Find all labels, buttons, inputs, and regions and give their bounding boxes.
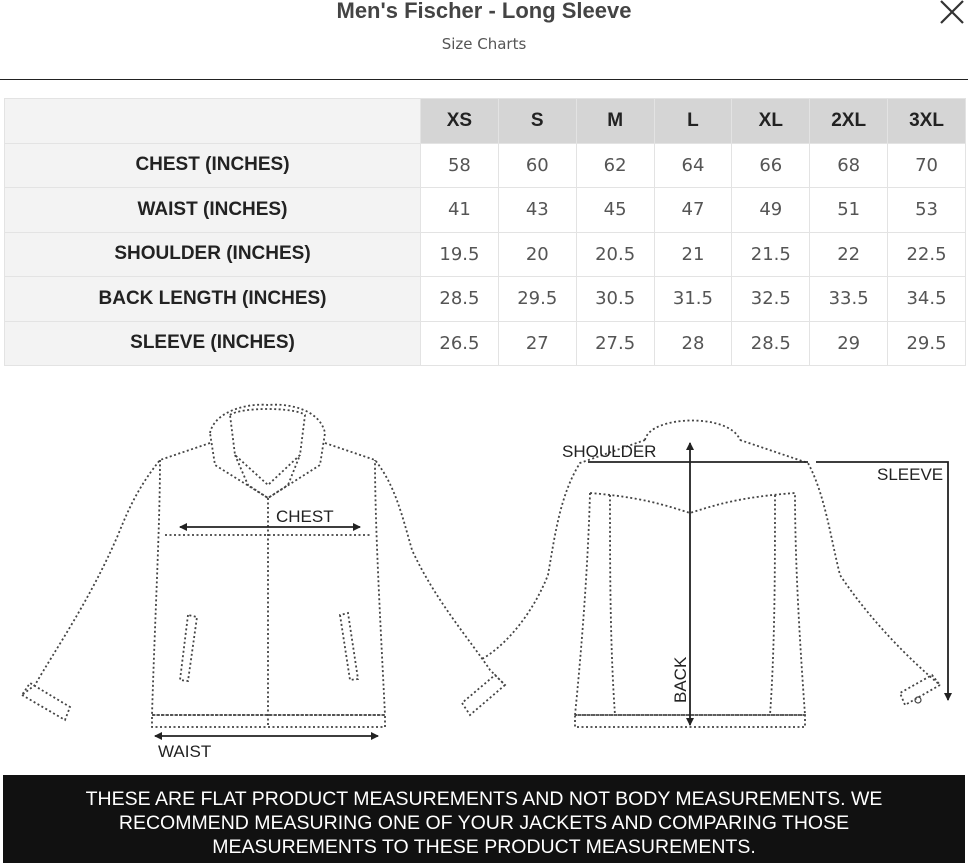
notice-line: RECOMMEND MEASURING ONE OF YOUR JACKETS AND COMPARING THOSE: [118, 812, 850, 834]
table-row-shoulder: [5, 232, 966, 277]
back-label: BACK: [671, 656, 690, 703]
corner-cell: [5, 99, 421, 144]
measurement-notice-banner: [3, 775, 965, 863]
table-cell: 60: [498, 143, 576, 188]
back-jacket-illustration: [480, 420, 940, 727]
size-table: [4, 98, 966, 366]
table-cell: 29: [810, 321, 888, 366]
table-cell: 21: [654, 232, 732, 277]
cuff-button-icon: [915, 697, 921, 703]
size-header: S: [498, 99, 576, 144]
table-row-sleeve: [5, 321, 966, 366]
sleeve-label: SLEEVE: [877, 465, 944, 484]
table-cell: 66: [732, 143, 810, 188]
table-cell: 21.5: [732, 232, 810, 277]
size-header: XS: [421, 99, 499, 144]
table-cell: 70: [888, 143, 966, 188]
table-cell: 68: [810, 143, 888, 188]
table-cell: 19.5: [421, 232, 499, 277]
table-cell: 32.5: [732, 277, 810, 322]
notice-line: THESE ARE FLAT PRODUCT MEASUREMENTS AND NOT BODY MEASUREMENTS. WE: [85, 788, 883, 810]
sleeve-measure-line: [816, 462, 948, 700]
table-row-back-length: [5, 277, 966, 322]
size-header: M: [576, 99, 654, 144]
table-cell: 58: [421, 143, 499, 188]
table-cell: 22.5: [888, 232, 966, 277]
table-cell: 53: [888, 188, 966, 233]
waist-label: WAIST: [158, 742, 212, 761]
table-cell: 20.5: [576, 232, 654, 277]
size-header: 3XL: [888, 99, 966, 144]
table-cell: 30.5: [576, 277, 654, 322]
notice-line: MEASUREMENTS TO THESE PRODUCT MEASUREMENTS.: [212, 836, 756, 858]
row-label: SLEEVE (INCHES): [5, 321, 421, 366]
table-cell: 22: [810, 232, 888, 277]
table-cell: 49: [732, 188, 810, 233]
table-cell: 62: [576, 143, 654, 188]
size-header: L: [654, 99, 732, 144]
table-cell: 29.5: [888, 321, 966, 366]
modal-header: [0, 0, 968, 80]
size-header: 2XL: [810, 99, 888, 144]
row-label: CHEST (INCHES): [5, 143, 421, 188]
table-row-chest: [5, 143, 966, 188]
size-charts-subtitle: Size Charts: [441, 35, 527, 53]
table-cell: 27: [498, 321, 576, 366]
table-cell: 28.5: [732, 321, 810, 366]
shoulder-label: SHOULDER: [562, 442, 657, 461]
close-button[interactable]: [938, 0, 966, 26]
size-header-row: [5, 99, 966, 144]
table-cell: 28: [654, 321, 732, 366]
table-cell: 41: [421, 188, 499, 233]
measurement-diagram: [0, 385, 968, 775]
table-cell: 64: [654, 143, 732, 188]
front-jacket-illustration: [22, 405, 505, 727]
table-cell: 29.5: [498, 277, 576, 322]
table-cell: 47: [654, 188, 732, 233]
row-label: WAIST (INCHES): [5, 188, 421, 233]
table-cell: 34.5: [888, 277, 966, 322]
row-label: SHOULDER (INCHES): [5, 232, 421, 277]
table-cell: 20: [498, 232, 576, 277]
table-cell: 26.5: [421, 321, 499, 366]
table-cell: 43: [498, 188, 576, 233]
table-cell: 51: [810, 188, 888, 233]
table-row-waist: [5, 188, 966, 233]
table-cell: 33.5: [810, 277, 888, 322]
size-header: XL: [732, 99, 810, 144]
product-title: Men's Fischer - Long Sleeve: [336, 0, 632, 23]
table-cell: 31.5: [654, 277, 732, 322]
table-cell: 28.5: [421, 277, 499, 322]
row-label: BACK LENGTH (INCHES): [5, 277, 421, 322]
close-icon: [938, 0, 966, 26]
table-cell: 27.5: [576, 321, 654, 366]
chest-label: CHEST: [276, 507, 334, 526]
table-cell: 45: [576, 188, 654, 233]
